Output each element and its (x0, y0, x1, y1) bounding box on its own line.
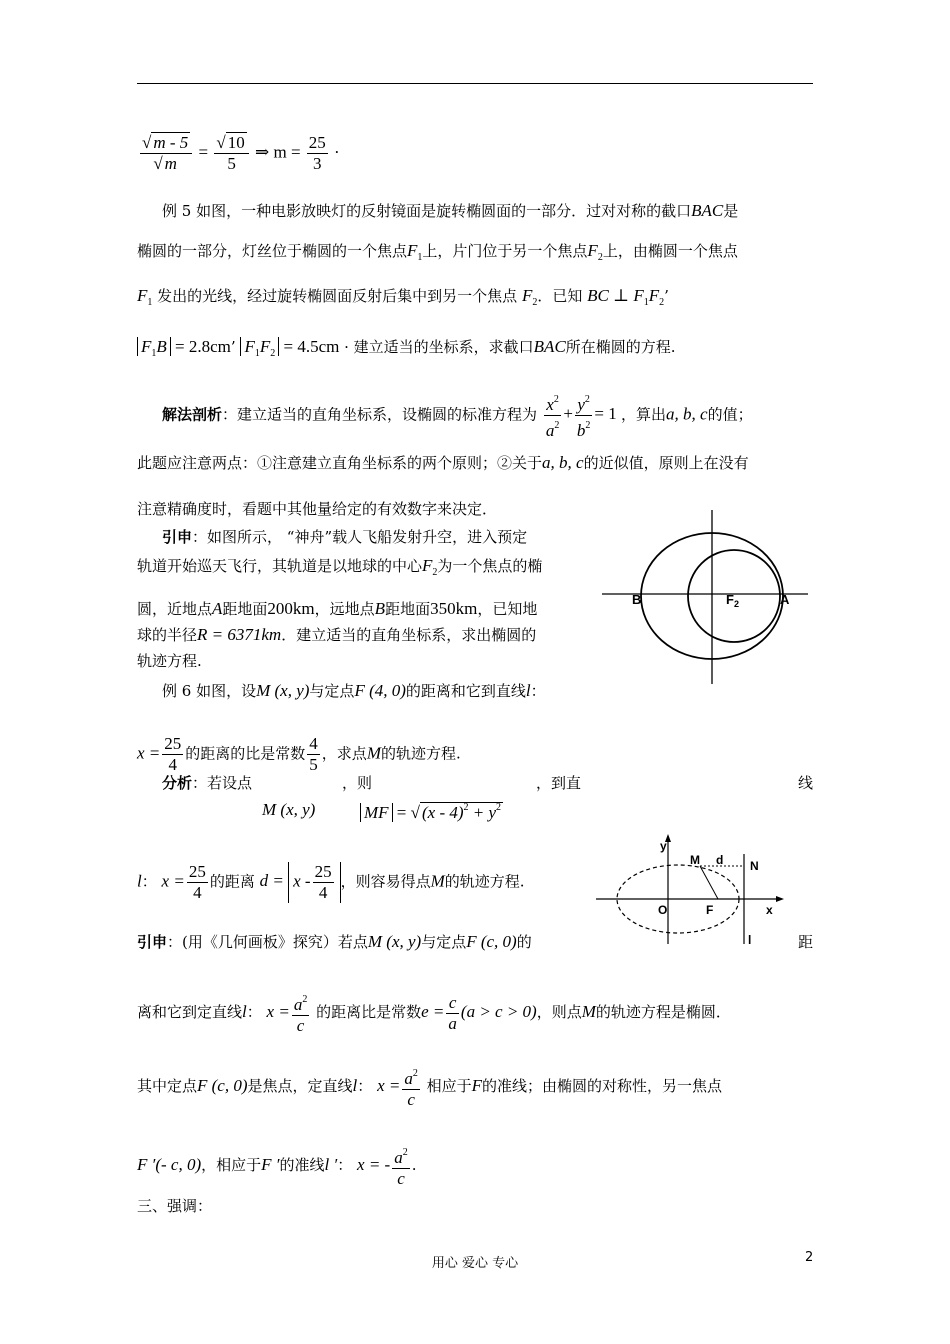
yinshen1-line5: 轨迹方程. (137, 652, 202, 670)
fenxi-line1: 分析：若设点 (162, 774, 253, 792)
fenxi-mf-formula: MF = √ $(x - 4)^2 + y^2$ (360, 797, 503, 824)
fenxi-to-line: ，到直 (536, 774, 582, 792)
ex5-line1: 例 5 如图，一种电影放映灯的反射镜面是旋转椭圆面的一部分．过对对称的截口BAC是 (162, 201, 739, 220)
fig2-x-label: x (766, 903, 773, 917)
yinshen2-distance-char: 距 (798, 933, 814, 951)
yinshen2-line1: 引申：(用《几何画板》探究）若点M (x, y)与定点F (c, 0)的 (137, 932, 532, 951)
ex5-line3: $F_1$ 发出的光线，经过旋转椭圆面反射后集中到另一个焦点 $F_2$．已知 BC ⊥ $F_1F_2$’ (137, 286, 669, 308)
fig2-x-arrow (776, 896, 784, 902)
yinshen1-line1: 引申：如图所示， “神舟”载人飞船发射升空，进入预定 (162, 528, 528, 546)
section-3-heading: 三、强调： (137, 1197, 213, 1215)
ex5-line4: $F_1B = 2.8cm$’ $F_1F_2 = 4.5cm$ · 建立适当的坐标系，求截口BAC所在椭圆的方程. (137, 336, 676, 365)
ex5-line2: 椭圆的一部分，灯丝位于椭圆的一个焦点$F_1$上，片门位于另一个焦点$F_2$上，由椭圆一个焦点 (137, 241, 738, 263)
fig2-o-label: O (658, 903, 668, 917)
yinshen2-line4: F ′(- c, 0)，相应于F ′的准线l ′： x = - $\frac{a^2}{c}$ . (137, 1143, 417, 1189)
analysis-line1: 解法剖析：建立适当的直角坐标系，设椭圆的标准方程为 $\frac{x^2}{a^2}$ + $\frac{y^2}{b^2}$ = 1 ，算出a, b, c的值； (162, 390, 753, 441)
orbit-figure (600, 508, 810, 688)
earth-circle (688, 550, 780, 642)
analysis-line2: 此题应注意两点：①注意建立直角坐标系的两个原则；②关于a, b, c的近似值，原则上在没有 (137, 453, 749, 472)
page-number: 2 (805, 1250, 814, 1265)
fig2-m-label: M (690, 853, 700, 867)
equation-top: $\frac{√ m - 5}{√ m}$ = $\frac{√ 10}{5}$ ⇒ m = $\frac{25}{3}$ · (142, 133, 340, 173)
page-footer: 用心 爱心 专心 (431, 1256, 519, 1271)
yinshen1-line4: 球的半径R = 6371km．建立适当的直角坐标系，求出椭圆的 (137, 625, 537, 644)
fenxi-then: ，则 (342, 774, 373, 792)
point-f2-label: $F_2$ (726, 592, 739, 609)
yinshen2-line2: 离和它到定直线l： x = $\frac{a^2}{c}$ 的距离比是常数e = $\frac{c}{a}$ (a > c > 0)，则点M的轨迹方程是椭圆． (137, 990, 731, 1036)
fig2-n-label: N (750, 859, 759, 873)
yinshen1-line2: 轨道开始巡天飞行，其轨道是以地球的中心$F_2$为一个焦点的椭 (137, 556, 543, 578)
analysis-line3: 注意精确度时，看题中其他量给定的有效数字来决定． (137, 500, 498, 518)
point-a-label: A (780, 592, 790, 607)
fenxi-line2: l： x = $\frac{25}{4}$ 的距离 d = x - $\frac{25}{4}$ ，则容易得点M的轨迹方程. (137, 862, 525, 902)
fenxi-line-char: 线 (798, 774, 814, 792)
fig2-f-label: F (706, 903, 714, 917)
fig2-y-label: y (660, 839, 667, 853)
fig2-l-label: l (748, 933, 752, 947)
fenxi-point-m: M (x, y) (262, 800, 316, 819)
mf-segment (700, 866, 718, 899)
yinshen1-line3: 圆，近地点A距地面200km，远地点B距地面350km，已知地 (137, 599, 538, 618)
ex6-line2: x = $\frac{25}{4}$ 的距离的比是常数 $\frac{4}{5}$ ，求点M的轨迹方程. (137, 734, 461, 774)
ellipse-directrix-figure (594, 832, 794, 950)
point-b-label: B (632, 592, 642, 607)
header-rule (137, 83, 813, 84)
yinshen2-line3: 其中定点F (c, 0)是焦点，定直线l： x = $\frac{a^2}{c}$ 相应于F的准线；由椭圆的对称性，另一焦点 (137, 1064, 722, 1110)
ex6-line1: 例 6 如图，设M (x, y)与定点F (4, 0)的距离和它到直线l： (162, 681, 546, 700)
fig2-d-label: d (716, 853, 724, 867)
